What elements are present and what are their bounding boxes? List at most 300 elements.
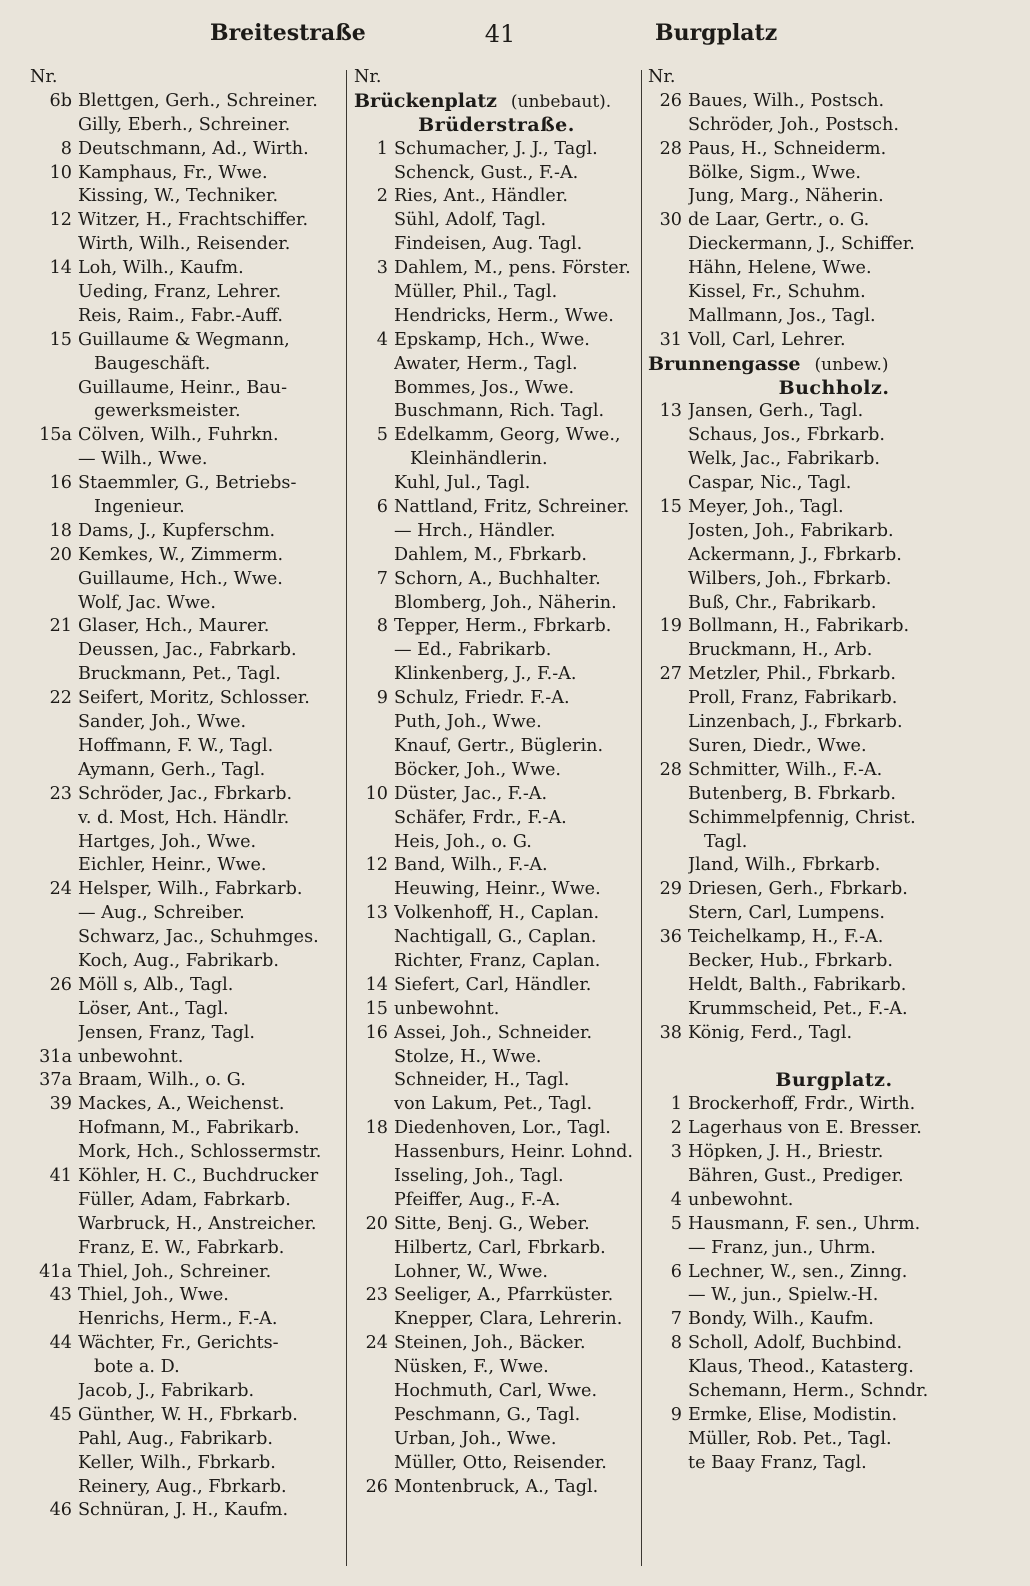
house-number: 21 (49, 616, 72, 637)
directory-entry (30, 496, 345, 520)
number-column-label: Nr. (648, 67, 676, 87)
resident-entry: Füller, Adam, Fabrkarb. (78, 1189, 291, 1210)
page-number: 41 (484, 20, 516, 48)
resident-entry: Löser, Ant., Tagl. (78, 998, 229, 1019)
directory-entry (30, 1261, 345, 1285)
directory-entry (30, 114, 345, 138)
directory-entry (30, 1141, 345, 1165)
directory-entry (354, 1189, 639, 1213)
resident-entry: Deussen, Jac., Fabrkarb. (78, 640, 297, 661)
house-number: 15a (39, 425, 72, 446)
directory-entry (354, 424, 639, 448)
resident-entry: Möll s, Alb., Tagl. (78, 974, 234, 995)
house-number: 7 (670, 1309, 682, 1330)
directory-entry (354, 496, 639, 520)
resident-entry: Ingenieur. (94, 497, 185, 518)
house-number: 30 (659, 210, 682, 231)
house-number: 15 (365, 998, 388, 1019)
resident-entry: Reinery, Aug., Fbrkarb. (78, 1476, 287, 1497)
house-number: 31a (39, 1046, 72, 1067)
directory-entry (648, 592, 1020, 616)
directory-entry (648, 400, 1020, 424)
directory-entry (354, 257, 639, 281)
directory-entry (354, 1380, 639, 1404)
directory-entry (648, 544, 1020, 568)
house-number: 6 (376, 497, 388, 518)
directory-entry (30, 711, 345, 735)
resident-entry: Wilbers, Joh., Fbrkarb. (688, 568, 892, 589)
resident-entry: Voll, Carl, Lehrer. (688, 329, 846, 350)
column-2 (354, 66, 639, 1574)
resident-entry: Schemann, Herm., Schndr. (688, 1380, 929, 1401)
directory-entry (30, 854, 345, 878)
directory-entry (648, 138, 1020, 162)
resident-entry: Lechner, W., sen., Zinng. (688, 1261, 908, 1282)
directory-entry (648, 759, 1020, 783)
resident-entry: Deutschmann, Ad., Wirth. (78, 138, 309, 159)
resident-entry: — Hrch., Händler. (394, 520, 556, 541)
directory-entry (30, 783, 345, 807)
resident-entry: Stern, Carl, Lumpens. (688, 903, 885, 924)
directory-entry (30, 472, 345, 496)
resident-entry: Klinkenberg, J., F.-A. (394, 664, 577, 685)
resident-entry: Steinen, Joh., Bäcker. (394, 1333, 586, 1354)
street-heading (648, 1069, 1020, 1093)
directory-entry (354, 1404, 639, 1428)
directory-entry (30, 1404, 345, 1428)
house-number: 41a (39, 1261, 72, 1282)
directory-entry (648, 615, 1020, 639)
directory-entry (648, 926, 1020, 950)
directory-entry (30, 878, 345, 902)
resident-entry: unbewohnt. (394, 998, 500, 1019)
directory-entry (30, 998, 345, 1022)
resident-entry: Pfeiffer, Aug., F.-A. (394, 1189, 561, 1210)
resident-entry: König, Ferd., Tagl. (688, 1022, 853, 1043)
resident-entry: Reis, Raim., Fabr.-Auff. (78, 305, 284, 326)
resident-entry: Buschmann, Rich. Tagl. (394, 401, 605, 422)
directory-entry (30, 974, 345, 998)
resident-entry: Awater, Herm., Tagl. (394, 353, 578, 374)
house-number: 4 (670, 1189, 682, 1210)
directory-entry (354, 138, 639, 162)
resident-entry: — Franz, jun., Uhrm. (688, 1237, 876, 1258)
house-number: 20 (49, 544, 72, 565)
directory-entry (648, 687, 1020, 711)
house-number: 3 (670, 1142, 682, 1163)
column-label (30, 66, 345, 90)
directory-entry (354, 1452, 639, 1476)
resident-entry: Loh, Wilh., Kaufm. (78, 258, 244, 279)
resident-entry: Epskamp, Hch., Wwe. (394, 329, 590, 350)
header-right-street: Burgplatz (655, 20, 778, 46)
resident-entry: Bähren, Gust., Prediger. (688, 1165, 904, 1186)
resident-entry: Bölke, Sigm., Wwe. (688, 162, 861, 183)
resident-entry: Aymann, Gerh., Tagl. (78, 759, 266, 780)
directory-entry (30, 1189, 345, 1213)
resident-entry: Ueding, Franz, Lehrer. (78, 282, 282, 303)
directory-entry (30, 400, 345, 424)
directory-entry (648, 257, 1020, 281)
directory-entry (30, 353, 345, 377)
house-number: 24 (365, 1333, 388, 1354)
directory-entry (30, 209, 345, 233)
resident-entry: Bondy, Wilh., Kaufm. (688, 1309, 874, 1330)
resident-entry: Butenberg, B. Fbrkarb. (688, 783, 897, 804)
resident-entry: Sander, Joh., Wwe. (78, 712, 247, 733)
directory-entry (30, 1213, 345, 1237)
resident-entry: Guillaume, Hch., Wwe. (78, 568, 283, 589)
directory-entry (30, 1284, 345, 1308)
resident-entry: Meyer, Joh., Tagl. (688, 497, 844, 518)
resident-entry: Caspar, Nic., Tagl. (688, 473, 852, 494)
resident-entry: Bommes, Jos., Wwe. (394, 377, 575, 398)
house-number: 26 (49, 974, 72, 995)
house-number: 14 (365, 974, 388, 995)
house-number: 28 (659, 759, 682, 780)
directory-entry (354, 950, 639, 974)
resident-entry: Schulz, Friedr. F.-A. (394, 688, 570, 709)
resident-entry: gewerksmeister. (94, 401, 241, 422)
resident-entry: Urban, Joh., Wwe. (394, 1428, 557, 1449)
resident-entry: Blettgen, Gerh., Schreiner. (78, 90, 318, 111)
resident-entry: v. d. Most, Hch. Händlr. (78, 807, 290, 828)
street-heading-text: Burgplatz. (775, 1069, 893, 1092)
directory-entry (648, 711, 1020, 735)
resident-entry: Proll, Franz, Fabrikarb. (688, 688, 898, 709)
directory-entry (30, 1117, 345, 1141)
house-number: 26 (365, 1476, 388, 1497)
directory-entry (30, 1237, 345, 1261)
resident-entry: Baugeschäft. (94, 353, 211, 374)
directory-entry (30, 185, 345, 209)
directory-entry (354, 1308, 639, 1332)
resident-entry: Nachtigall, G., Caplan. (394, 927, 597, 948)
street-heading (354, 114, 639, 138)
resident-entry: Höpken, J. H., Briestr. (688, 1142, 884, 1163)
directory-entry (648, 1284, 1020, 1308)
header-left-street: Breitestraße (210, 20, 366, 46)
resident-entry: Hoffmann, F. W., Tagl. (78, 735, 274, 756)
resident-entry: Kissel, Fr., Schuhm. (688, 282, 866, 303)
resident-entry: Sitte, Benj. G., Weber. (394, 1213, 590, 1234)
resident-entry: Tagl. (704, 831, 748, 852)
directory-entry (354, 1284, 639, 1308)
house-number: 18 (49, 520, 72, 541)
directory-entry (354, 568, 639, 592)
directory-entry (648, 329, 1020, 353)
blank-line (648, 1046, 1020, 1070)
house-number: 31 (659, 329, 682, 350)
directory-entry (354, 1141, 639, 1165)
directory-entry (30, 1476, 345, 1500)
directory-entry (30, 639, 345, 663)
directory-entry (354, 1069, 639, 1093)
resident-entry: Tepper, Herm., Fbrkarb. (394, 616, 612, 637)
house-number: 44 (49, 1333, 72, 1354)
resident-entry: Dahlem, M., pens. Förster. (394, 258, 631, 279)
resident-entry: Band, Wilh., F.-A. (394, 855, 548, 876)
street-note: (unbew.) (814, 354, 889, 375)
resident-entry: Schenck, Gust., F.-A. (394, 162, 579, 183)
resident-entry: von Lakum, Pet., Tagl. (394, 1094, 593, 1115)
directory-entry (30, 377, 345, 401)
house-number: 1 (376, 138, 388, 159)
directory-entry (30, 735, 345, 759)
resident-entry: Dieckermann, J., Schiffer. (688, 234, 915, 255)
resident-entry: Dahlem, M., Fbrkarb. (394, 544, 587, 565)
directory-entry (354, 520, 639, 544)
resident-entry: Isseling, Joh., Tagl. (394, 1165, 564, 1186)
directory-entry (354, 1332, 639, 1356)
directory-entry (30, 1165, 345, 1189)
resident-entry: unbewohnt. (78, 1046, 184, 1067)
resident-entry: Gilly, Eberh., Schreiner. (78, 114, 291, 135)
directory-entry (30, 281, 345, 305)
directory-entry (30, 329, 345, 353)
resident-entry: Schäfer, Frdr., F.-A. (394, 807, 567, 828)
house-number: 14 (49, 258, 72, 279)
directory-entry (30, 902, 345, 926)
directory-entry (354, 831, 639, 855)
resident-entry: Dams, J., Kupferschm. (78, 520, 276, 541)
directory-entry (354, 185, 639, 209)
resident-entry: Findeisen, Aug. Tagl. (394, 234, 583, 255)
directory-entry (30, 615, 345, 639)
house-number: 13 (659, 401, 682, 422)
directory-entry (354, 472, 639, 496)
house-number: 8 (376, 616, 388, 637)
resident-entry: Jensen, Franz, Tagl. (78, 1022, 255, 1043)
directory-entry (648, 1213, 1020, 1237)
house-number: 12 (365, 855, 388, 876)
resident-entry: Baues, Wilh., Postsch. (688, 90, 885, 111)
directory-entry (648, 1237, 1020, 1261)
directory-entry (354, 448, 639, 472)
resident-entry: Sühl, Adolf, Tagl. (394, 210, 547, 231)
house-number: 23 (365, 1285, 388, 1306)
directory-entry (354, 854, 639, 878)
directory-entry (354, 687, 639, 711)
directory-entry (30, 1428, 345, 1452)
resident-entry: Becker, Hub., Fbrkarb. (688, 950, 893, 971)
directory-entry (648, 1261, 1020, 1285)
house-number: 6b (49, 90, 72, 111)
directory-entry (648, 1452, 1020, 1476)
directory-entry (648, 854, 1020, 878)
directory-entry (30, 233, 345, 257)
directory-entry (648, 902, 1020, 926)
directory-entry (354, 902, 639, 926)
resident-entry: Günther, W. H., Fbrkarb. (78, 1404, 298, 1425)
house-number: 13 (365, 903, 388, 924)
house-number: 2 (376, 186, 388, 207)
resident-entry: Wirth, Wilh., Reisender. (78, 234, 291, 255)
directory-entry (354, 233, 639, 257)
directory-entry (354, 926, 639, 950)
resident-entry: Düster, Jac., F.-A. (394, 783, 548, 804)
resident-entry: Richter, Franz, Caplan. (394, 950, 601, 971)
house-number: 41 (49, 1165, 72, 1186)
house-number: 38 (659, 1022, 682, 1043)
house-number: 8 (670, 1333, 682, 1354)
house-number: 28 (659, 138, 682, 159)
directory-entry (648, 735, 1020, 759)
resident-entry: Jacob, J., Fabrikarb. (78, 1380, 255, 1401)
directory-entry (354, 615, 639, 639)
house-number: 7 (376, 568, 388, 589)
resident-entry: Franz, E. W., Fabrkarb. (78, 1237, 285, 1258)
resident-entry: Lagerhaus von E. Bresser. (688, 1118, 922, 1139)
directory-entry (30, 90, 345, 114)
directory-entry (648, 998, 1020, 1022)
house-number: 27 (659, 664, 682, 685)
resident-entry: Wolf, Jac. Wwe. (78, 592, 216, 613)
directory-entry (354, 1428, 639, 1452)
directory-entry (648, 783, 1020, 807)
resident-entry: Metzler, Phil., Fbrkarb. (688, 664, 896, 685)
house-number: 23 (49, 783, 72, 804)
street-heading-text: Brückenplatz (354, 89, 497, 112)
resident-entry: Cölven, Wilh., Fuhrkn. (78, 425, 279, 446)
directory-entry (648, 1428, 1020, 1452)
directory-entry (354, 377, 639, 401)
column-1 (30, 66, 345, 1574)
directory-entry (30, 162, 345, 186)
resident-entry: Knauf, Gertr., Büglerin. (394, 735, 604, 756)
directory-entry (648, 1404, 1020, 1428)
directory-entry (30, 759, 345, 783)
house-number: 24 (49, 879, 72, 900)
resident-entry: Henrichs, Herm., F.-A. (78, 1309, 278, 1330)
directory-entry (648, 1117, 1020, 1141)
directory-entry (354, 878, 639, 902)
resident-entry: Müller, Phil., Tagl. (394, 282, 558, 303)
directory-entry (30, 1308, 345, 1332)
resident-entry: Bollmann, H., Fabrikarb. (688, 616, 910, 637)
directory-entry (648, 162, 1020, 186)
house-number: 20 (365, 1213, 388, 1234)
resident-entry: Schumacher, J. J., Tagl. (394, 138, 598, 159)
resident-entry: Heis, Joh., o. G. (394, 831, 532, 852)
directory-entry (30, 950, 345, 974)
directory-entry (30, 520, 345, 544)
resident-entry: Hendricks, Herm., Wwe. (394, 305, 614, 326)
house-number: 29 (659, 879, 682, 900)
resident-entry: Jansen, Gerh., Tagl. (688, 401, 864, 422)
resident-entry: Hilbertz, Carl, Fbrkarb. (394, 1237, 606, 1258)
directory-entry (648, 424, 1020, 448)
column-divider (346, 70, 347, 1566)
directory-entry (648, 807, 1020, 831)
directory-entry (354, 663, 639, 687)
resident-entry: Schröder, Jac., Fbrkarb. (78, 783, 293, 804)
directory-entry (354, 1356, 639, 1380)
resident-entry: Nüsken, F., Wwe. (394, 1357, 549, 1378)
directory-entry (30, 687, 345, 711)
directory-entry (30, 1069, 345, 1093)
resident-entry: Hausmann, F. sen., Uhrm. (688, 1213, 921, 1234)
house-number: 1 (670, 1094, 682, 1115)
directory-entry (30, 1046, 345, 1070)
directory-entry (30, 1499, 345, 1523)
resident-entry: Knepper, Clara, Lehrerin. (394, 1309, 623, 1330)
directory-entry (354, 1261, 639, 1285)
resident-entry: unbewohnt. (688, 1189, 794, 1210)
resident-entry: Peschmann, G., Tagl. (394, 1404, 581, 1425)
directory-entry (30, 1356, 345, 1380)
directory-entry (648, 1356, 1020, 1380)
directory-entry (648, 878, 1020, 902)
directory-entry (648, 1308, 1020, 1332)
directory-entry (648, 568, 1020, 592)
directory-entry (354, 305, 639, 329)
directory-entry (30, 1093, 345, 1117)
house-number: 16 (365, 1022, 388, 1043)
directory-entry (30, 448, 345, 472)
directory-entry (354, 162, 639, 186)
directory-entry (648, 472, 1020, 496)
directory-entry (30, 663, 345, 687)
resident-entry: Lohner, W., Wwe. (394, 1261, 548, 1282)
resident-entry: Josten, Joh., Fabrikarb. (688, 520, 894, 541)
resident-entry: Pahl, Aug., Fabrikarb. (78, 1428, 273, 1449)
directory-entry (354, 998, 639, 1022)
directory-entry (354, 639, 639, 663)
resident-entry: Hähn, Helene, Wwe. (688, 258, 872, 279)
directory-entry (30, 138, 345, 162)
directory-entry (354, 281, 639, 305)
resident-entry: Klaus, Theod., Katasterg. (688, 1357, 914, 1378)
house-number: 9 (670, 1404, 682, 1425)
resident-entry: Schröder, Joh., Postsch. (688, 114, 899, 135)
house-number: 45 (49, 1404, 72, 1425)
resident-entry: Ries, Ant., Händler. (394, 186, 568, 207)
house-number: 12 (49, 210, 72, 231)
directory-entry (354, 1476, 639, 1500)
resident-entry: Jung, Marg., Näherin. (688, 186, 884, 207)
house-number: 9 (376, 688, 388, 709)
column-label (648, 66, 1020, 90)
resident-entry: Thiel, Joh., Schreiner. (78, 1261, 272, 1282)
directory-entry (648, 974, 1020, 998)
directory-entry (648, 1189, 1020, 1213)
house-number: 10 (365, 783, 388, 804)
directory-entry (354, 329, 639, 353)
directory-entry (354, 735, 639, 759)
directory-entry (648, 90, 1020, 114)
directory-entry (30, 1452, 345, 1476)
directory-entry (30, 592, 345, 616)
resident-entry: Puth, Joh., Wwe. (394, 712, 542, 733)
house-number: 2 (670, 1118, 682, 1139)
house-number: 26 (659, 90, 682, 111)
house-number: 8 (60, 138, 72, 159)
directory-entry (648, 1332, 1020, 1356)
street-heading-text: Brunnengasse (648, 352, 801, 375)
resident-entry: Seifert, Moritz, Schlosser. (78, 688, 310, 709)
resident-entry: Hofmann, M., Fabrikarb. (78, 1118, 300, 1139)
directory-entry (354, 783, 639, 807)
resident-entry: Schnüran, J. H., Kaufm. (78, 1500, 289, 1521)
street-heading-text: Brüderstraße. (418, 113, 575, 136)
resident-entry: Scholl, Adolf, Buchbind. (688, 1333, 903, 1354)
resident-entry: Helsper, Wilh., Fabrkarb. (78, 879, 303, 900)
resident-entry: Guillaume & Wegmann, (78, 329, 290, 350)
house-number: 37a (39, 1070, 72, 1091)
house-number: 10 (49, 162, 72, 183)
house-number: 16 (49, 473, 72, 494)
